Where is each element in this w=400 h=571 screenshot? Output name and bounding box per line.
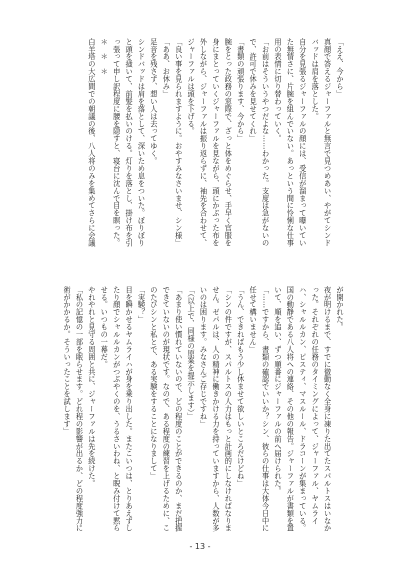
text-block-top: 「ええ、今から」 真顔で答えるジャーファルと無言で見つめあい、やがてシンドバッドは肩を落とした。 自分を見張るジャーファルの顔には、受信が溜まって曝いていた無情さに、片腕を組んでいない。あっという間に怜悧な仕事用の表情に切り替わっていく。 「お前はそういうやつだよな……わかった。支度は急がないので、許可で休みを見せてくれ」 「書類の頑張ります、今から」 腕をとった政務の窓際で、ざっと体をめぐらせ、手早く官服を身にまとっていくジャーファルを見ながら、頭にかぶった布を外しながら、ジャーファルは振り返らずに、袖先を合わせて、ジャーファルは頭を下げる。 「良い事を見られますように。おやすみなさいませ、シン様」 「ああ、お休み」 足音を残さず、想い人は去ってゆく。 シンドバッドは肩を落として、深いため息をついた。ぼりぼりと頭を掻いて、前髪を払いのける。灯りを落とし、掛け布を引っ張って申し訳程度に腰を隠すと、寝台に沈んで目を瞑った。 ＊ ＊ ＊ 白羊塔の大広間での朝議の後、八人将のみを集めてさらに会議 — [87, 38, 345, 247]
page-number: - 13 - — [189, 542, 211, 551]
text-block-bottom: が開かれた。 夜が明けるまで、すでに微動なく全身に凍りた出てたスパルトスはいなかった。それぞれの任務のタイミングによって、ジャーファル、ヤムライハ、シャルルカン、ピスティ、マスルール、ドラコーンが集まっている。 国の動静である八人将への連絡、その他の報告。ジャーファルが書類を置いて、順を追い、ずつ順番にジャーファルの前へ届けられた。 「……ですから、書類の確認でいいか？シン、彼らの仕事は大体今日中に任せて構いません」 「うん、できればもう少し休ませて欲しいところだけどね」 「シンの件ですが、スパルトスの人力はもっと計画的にしなければなりません。ゼパルは、人の精神に働きかける力を持っていますから、人数が多いのは困ります。みなさんご存じですね」 「（以上で、同様の原案を提示します）」 「あまり使い慣れていないので、どの程度のことができるのか、まだ把握できていないのが現状です。なので、ある程度の練習を上げるために、このたびシンと私とで、ある実験をすることになりまして」 「実験？」 目を瞬かせるヤムライハが身を乗り出した。またこいつは、とりあえずしたり顔でシャルルカンがつぶやくのを、うるさいわね、と睨み付けて黙らせる。いつもの一幕だ。 やれやれと見守る周囲と共に、ジャーファルは先を続けた。 「私の記憶の一部を眠らせます。どれ程の影響が出るか、どの程度強力に術がかかるか。そういったことを試します」 — [63, 286, 345, 532]
